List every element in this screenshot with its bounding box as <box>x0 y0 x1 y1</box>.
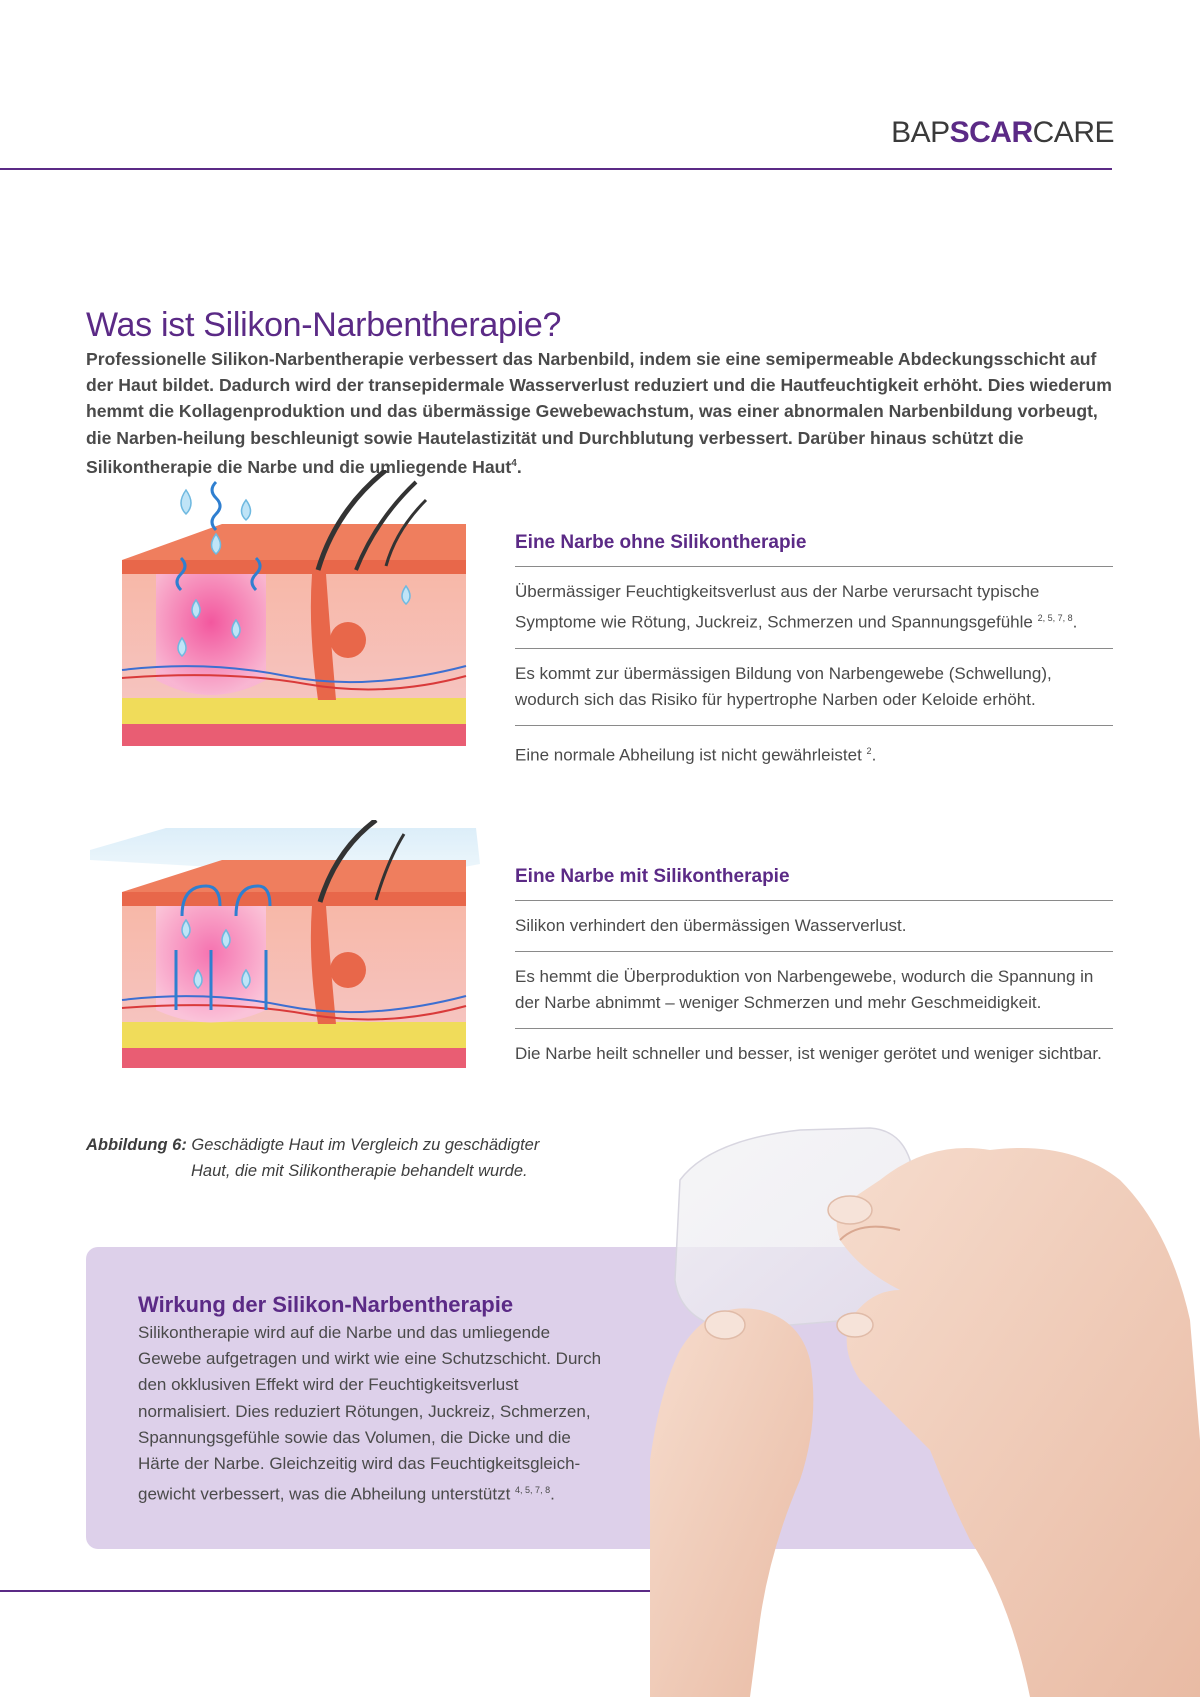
panel-without-item <box>515 567 1113 649</box>
panel-without-silicone <box>515 532 1113 780</box>
hands-with-silicone-patch-image <box>650 1120 1200 1697</box>
panel-without-item <box>515 726 1113 781</box>
panel-with-item: Die Narbe heilt schneller und besser, ist weniger gerötet und weniger sichtbar. <box>515 1044 1102 1063</box>
caption-line-1: Geschädigte Haut im Vergleich zu geschädigter <box>186 1136 540 1154</box>
effect-title: Wirkung der Silikon-Narbentherapie <box>138 1292 514 1317</box>
item-reference: 2 <box>866 745 872 756</box>
intro-reference: 4 <box>511 457 517 469</box>
panel-with-item: Es hemmt die Überproduktion von Narbengewebe, wodurch die Spannung in der Narbe abnimmt – weniger Schmerzen und mehr Geschmeidigkeit. <box>515 952 1113 1029</box>
figure-caption <box>86 1132 566 1184</box>
panel-with-title: Eine Narbe mit Silikontherapie <box>515 866 1113 901</box>
logo-part-care: CARE <box>1032 116 1114 149</box>
item-reference: 2, 5, 7, 8 <box>1037 613 1073 623</box>
caption-line-2: Haut, die mit Silikontherapie behandelt wurde. <box>191 1162 528 1180</box>
skin-illustration-with-silicone <box>86 820 486 1110</box>
item-text: Es kommt zur übermässigen Bildung von Narbengewebe (Schwellung), wodurch sich das Risiko für hypertrophe Narben oder Keloide erhöht. <box>515 663 1052 709</box>
skin-illustration-without-silicone <box>86 470 486 800</box>
footer-divider <box>0 1590 760 1592</box>
header-divider <box>0 168 1112 170</box>
intro-end: . <box>516 456 522 477</box>
item-text: Übermässiger Feuchtigkeitsverlust aus der Narbe verursacht typische Symptome wie Rötung, Juckreiz, Schmerzen und Spannungsgefühle <box>515 582 1040 632</box>
panel-without-title: Eine Narbe ohne Silikontherapie <box>515 532 1113 567</box>
effect-end: . <box>550 1484 555 1504</box>
effect-paragraph <box>138 1320 608 1508</box>
effect-reference: 4, 5, 7, 8 <box>515 1485 551 1496</box>
panel-without-item <box>515 649 1113 726</box>
item-end: . <box>871 745 877 765</box>
logo-part-bap: BAP <box>891 116 950 149</box>
panel-with-item: Silikon verhindert den übermässigen Wasserverlust. <box>515 901 1113 952</box>
intro-text: Professionelle Silikon-Narbentherapie verbessert das Narbenbild, indem sie eine semipermeable Abdeckungsschicht auf der Haut bildet. Dadurch wird der transepidermale Wasserverlust reduziert und die Hautfeuchtigkeit erhöht. Dies wiederum hemmt die Kollagenproduktion und das übermässige Gewebewachstum, was einer abnormalen Narbenbildung vorbeugt, die Narben-heilung beschleunigt sowie Hautelastizität und Durchblutung verbessert. Darüber hinaus schützt die Silikontherapie die Narbe und die umliegende Haut <box>86 349 1112 477</box>
caption-label: Abbildung 6: <box>86 1136 187 1154</box>
page-title: Was ist Silikon-Narbentherapie? <box>86 306 562 344</box>
effect-text: Silikontherapie wird auf die Narbe und das umliegende Gewebe aufgetragen und wirkt wie eine Schutzschicht. Durch den okklusiven Effekt wird der Feuchtigkeitsverlust normalisiert. Dies reduziert Rötungen, Juckreiz, Schmerzen, Spannungsgefühle sowie das Volumen, die Dicke und die Härte der Narbe. Gleichzeitig wird das Feuchtigkeitsgleich-gewicht verbessert, was die Abheilung unterstützt <box>138 1323 602 1504</box>
panel-with-silicone <box>515 866 1113 1079</box>
item-text: Eine normale Abheilung ist nicht gewährleistet <box>515 745 867 765</box>
intro-paragraph <box>86 346 1116 480</box>
brand-logo <box>891 116 1114 150</box>
item-end: . <box>1072 612 1078 632</box>
logo-part-scar: SCAR <box>949 116 1033 149</box>
